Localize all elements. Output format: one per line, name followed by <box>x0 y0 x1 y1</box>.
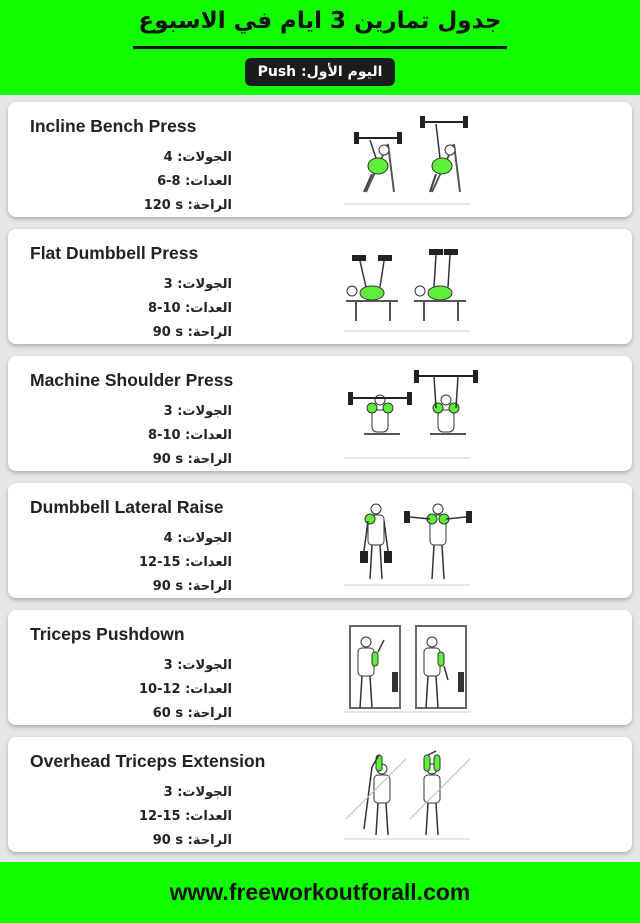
lateral-raise-illustration <box>336 495 478 591</box>
sets-value: 4 <box>163 531 173 546</box>
sets-label: الجولات: <box>177 404 232 419</box>
rest-value: 90 s <box>152 833 184 848</box>
page-title: جدول تمارين 3 ايام في الاسبوع <box>138 8 502 34</box>
title-underline <box>133 46 507 49</box>
reps-line <box>148 428 232 443</box>
sets-line <box>164 531 232 546</box>
reps-label: العدات: <box>185 682 232 697</box>
sets-value: 3 <box>163 404 173 419</box>
exercise-card <box>8 737 632 852</box>
reps-line <box>157 174 232 189</box>
sets-label: الجولات: <box>177 150 232 165</box>
sets-value: 3 <box>163 658 173 673</box>
rest-label: الراحة: <box>187 706 232 721</box>
reps-line <box>139 809 232 824</box>
sets-value: 4 <box>163 150 173 165</box>
triceps-pushdown-illustration <box>336 622 478 718</box>
rest-value: 90 s <box>152 452 184 467</box>
exercise-card <box>8 229 632 344</box>
incline-bench-press-illustration <box>336 114 478 210</box>
exercise-card <box>8 356 632 471</box>
reps-line <box>139 682 232 697</box>
rest-value: 90 s <box>152 579 184 594</box>
reps-line <box>148 301 232 316</box>
exercise-card <box>8 102 632 217</box>
rest-value: 90 s <box>152 325 184 340</box>
reps-line <box>139 555 232 570</box>
sets-line <box>164 785 232 800</box>
reps-label: العدات: <box>185 428 232 443</box>
reps-label: العدات: <box>185 174 232 189</box>
exercise-name: Triceps Pushdown <box>30 624 185 644</box>
sets-line <box>164 277 232 292</box>
rest-label: الراحة: <box>187 452 232 467</box>
reps-label: العدات: <box>185 301 232 316</box>
sets-value: 3 <box>163 277 173 292</box>
reps-value: 8-10 <box>148 301 181 316</box>
rest-label: الراحة: <box>187 579 232 594</box>
exercise-name: Overhead Triceps Extension <box>30 751 266 771</box>
rest-line <box>144 198 232 213</box>
sets-label: الجولات: <box>177 785 232 800</box>
sets-value: 3 <box>163 785 173 800</box>
header-banner <box>0 0 640 95</box>
reps-label: العدات: <box>185 555 232 570</box>
sets-label: الجولات: <box>177 658 232 673</box>
rest-label: الراحة: <box>187 325 232 340</box>
overhead-triceps-extension-illustration <box>336 749 478 845</box>
exercise-list <box>0 95 640 862</box>
sets-line <box>164 150 232 165</box>
rest-label: الراحة: <box>187 198 232 213</box>
rest-line <box>153 706 232 721</box>
exercise-card <box>8 483 632 598</box>
rest-value: 60 s <box>152 706 184 721</box>
website-link[interactable]: www.freeworkoutforall.com <box>169 879 471 905</box>
exercise-name: Flat Dumbbell Press <box>30 243 199 263</box>
rest-line <box>153 325 232 340</box>
rest-label: الراحة: <box>187 833 232 848</box>
exercise-name: Incline Bench Press <box>30 116 197 136</box>
footer-banner <box>0 862 640 923</box>
reps-value: 8-10 <box>148 428 181 443</box>
reps-label: العدات: <box>185 809 232 824</box>
sets-label: الجولات: <box>177 277 232 292</box>
reps-value: 6-8 <box>157 174 181 189</box>
flat-dumbbell-press-illustration <box>336 241 478 337</box>
reps-value: 12-15 <box>138 555 181 570</box>
exercise-card <box>8 610 632 725</box>
reps-value: 12-15 <box>138 809 181 824</box>
day-badge: اليوم الأول: Push <box>245 58 395 86</box>
reps-value: 10-12 <box>138 682 181 697</box>
sets-line <box>164 658 232 673</box>
rest-line <box>153 579 232 594</box>
sets-line <box>164 404 232 419</box>
rest-line <box>153 452 232 467</box>
exercise-name: Machine Shoulder Press <box>30 370 234 390</box>
shoulder-press-illustration <box>336 368 478 464</box>
rest-value: 120 s <box>143 198 184 213</box>
sets-label: الجولات: <box>177 531 232 546</box>
exercise-name: Dumbbell Lateral Raise <box>30 497 224 517</box>
rest-line <box>153 833 232 848</box>
